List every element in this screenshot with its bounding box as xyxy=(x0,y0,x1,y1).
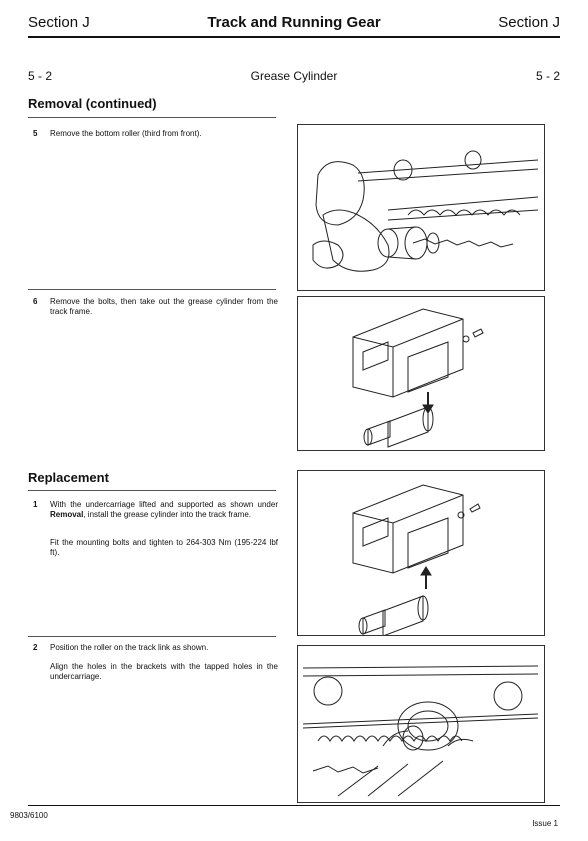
page-title: Track and Running Gear xyxy=(207,14,381,31)
page-number-right: 5 - 2 xyxy=(535,69,560,83)
figure-roller-position xyxy=(297,645,545,803)
step-divider xyxy=(28,289,276,290)
issue-label: Issue 1 xyxy=(532,819,558,828)
step-number: 1 xyxy=(33,500,38,509)
roller-position-illustration xyxy=(298,646,544,802)
grease-cylinder-removal-illustration xyxy=(298,297,544,450)
replacement-heading: Replacement xyxy=(28,470,109,485)
step-text-part: , install the grease cylinder into the track frame. xyxy=(83,510,251,519)
figure-grease-cylinder-install xyxy=(297,470,545,636)
section-label-left: Section J xyxy=(28,14,90,31)
step-number: 2 xyxy=(33,643,38,652)
step-divider xyxy=(28,636,276,637)
step-text: Align the holes in the brackets with the tapped holes in the undercarriage. xyxy=(50,662,278,681)
removal-rule xyxy=(28,117,276,118)
removal-heading: Removal (continued) xyxy=(28,96,157,111)
figure-roller-removal xyxy=(297,124,545,291)
page-number-left: 5 - 2 xyxy=(28,69,53,83)
figure-grease-cylinder-removal xyxy=(297,296,545,451)
step-number: 5 xyxy=(33,129,38,138)
step-text: Position the roller on the track link as shown. xyxy=(50,643,209,652)
page-subtitle: Grease Cylinder xyxy=(250,69,338,83)
step-text-part: With the undercarriage lifted and supported as shown under xyxy=(50,500,278,509)
document-number: 9803/6100 xyxy=(10,811,48,820)
step-text: Remove the bottom roller (third from front). xyxy=(50,129,202,138)
section-label-right: Section J xyxy=(498,14,560,31)
header-rule xyxy=(28,36,560,38)
step-number: 6 xyxy=(33,297,38,306)
footer-rule xyxy=(28,805,560,806)
replacement-rule xyxy=(28,490,276,491)
roller-removal-illustration xyxy=(298,125,544,290)
step-text: Fit the mounting bolts and tighten to 264-303 Nm (195-224 lbf ft). xyxy=(50,538,278,557)
step-text xyxy=(50,500,278,520)
step-text-emphasis: Removal xyxy=(50,510,84,519)
step-text: Remove the bolts, then take out the grease cylinder from the track frame. xyxy=(50,297,278,316)
grease-cylinder-install-illustration xyxy=(298,471,544,635)
